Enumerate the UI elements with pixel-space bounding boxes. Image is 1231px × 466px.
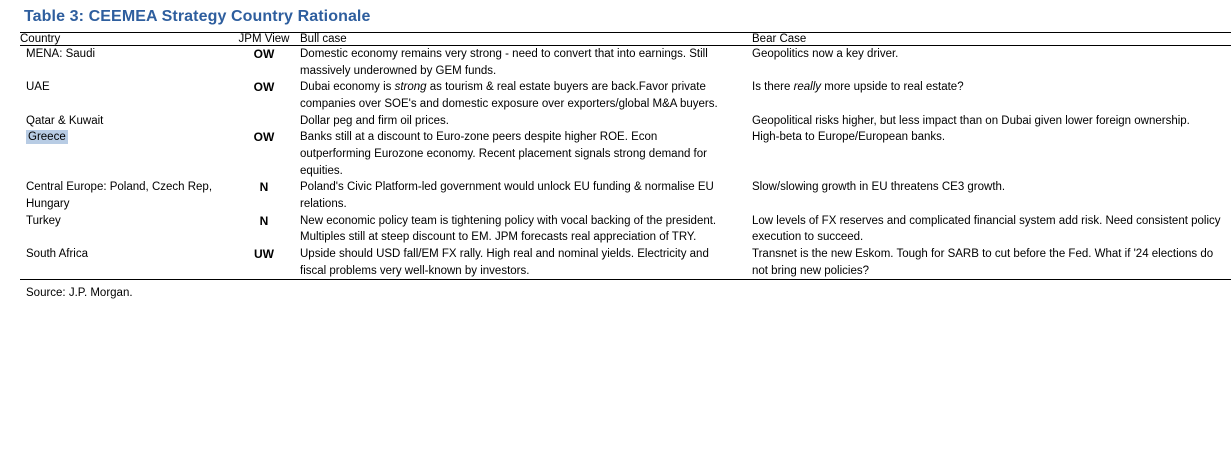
cell-bear-case: Geopolitical risks higher, but less impact than on Dubai given lower foreign ownership. bbox=[752, 114, 1190, 127]
cell-country bbox=[20, 129, 228, 179]
bear-text-pre: Is there bbox=[752, 81, 794, 94]
bear-text-emphasis: really bbox=[793, 81, 822, 94]
bear-text-post: more upside to real estate? bbox=[821, 81, 964, 94]
cell-country: Turkey bbox=[26, 214, 61, 227]
cell-country: MENA: Saudi bbox=[26, 48, 96, 60]
cell-bull-case: Upside should USD fall/EM FX rally. High real and nominal yields. Electricity and fiscal problems very well-known by investors. bbox=[300, 248, 709, 277]
cell-country: Central Europe: Poland, Czech Rep, Hungary bbox=[26, 181, 213, 211]
column-header-bear-case: Bear Case bbox=[752, 33, 1231, 46]
cell-jpm-view: UW bbox=[254, 247, 274, 262]
cell-bull-case: Domestic economy remains very strong - need to convert that into earnings. Still massively underowned by GEM funds. bbox=[300, 48, 708, 77]
bull-text-pre: Dubai economy is bbox=[300, 81, 395, 94]
cell-bear-case bbox=[752, 79, 1231, 112]
cell-bull-case: New economic policy team is tightening policy with vocal backing of the president. Multiples still at steep discount to EM. JPM forecasts real appreciation of TRY. bbox=[300, 214, 717, 244]
cell-jpm-view: N bbox=[259, 213, 269, 228]
table-row bbox=[20, 46, 1231, 80]
cell-bull-case bbox=[300, 79, 752, 112]
cell-jpm-view: N bbox=[259, 180, 269, 195]
cell-bear-case: Low levels of FX reserves and complicated financial system add risk. Need consistent policy execution to succeed. bbox=[752, 214, 1221, 244]
country-rationale-table bbox=[20, 32, 1231, 279]
cell-bear-case: Transnet is the new Eskom. Tough for SARB to cut before the Fed. What if '24 elections do not bring new policies? bbox=[752, 248, 1214, 277]
table-header-row bbox=[20, 33, 1231, 46]
page-title: Table 3: CEEMEA Strategy Country Rationale bbox=[24, 8, 371, 25]
cell-bear-case: Geopolitics now a key driver. bbox=[752, 48, 899, 60]
cell-bull-case: Banks still at a discount to Euro-zone peers despite higher ROE. Econ outperforming Eurozone economy. Recent placement signals strong demand for equities. bbox=[300, 131, 707, 177]
source-note: Source: J.P. Morgan. bbox=[26, 287, 133, 300]
cell-jpm-view: OW bbox=[253, 130, 275, 145]
cell-bear-case: Slow/slowing growth in EU threatens CE3 growth. bbox=[752, 181, 1006, 194]
column-header-country: Country bbox=[20, 33, 228, 46]
table-row bbox=[20, 179, 1231, 212]
cell-country: South Africa bbox=[26, 248, 89, 261]
table-row bbox=[20, 113, 1231, 130]
bull-text-post: as tourism & real estate buyers are back.Favor private companies over SOE's and domestic exposure over exporters/global M&A buyers. bbox=[300, 81, 718, 111]
cell-bull-case: Dollar peg and firm oil prices. bbox=[300, 114, 449, 127]
cell-country: Qatar & Kuwait bbox=[26, 114, 104, 127]
cell-bull-case: Poland's Civic Platform-led government would unlock EU funding & normalise EU relations. bbox=[300, 181, 714, 211]
table-row bbox=[20, 246, 1231, 279]
bull-text-emphasis: strong bbox=[394, 81, 427, 94]
cell-jpm-view bbox=[228, 113, 300, 130]
highlighted-country-label: Greece bbox=[28, 131, 66, 144]
cell-jpm-view: OW bbox=[253, 47, 275, 61]
column-header-bull-case: Bull case bbox=[300, 33, 752, 46]
table-row bbox=[20, 213, 1231, 246]
column-header-jpm-view: JPM View bbox=[228, 33, 300, 46]
table-row bbox=[20, 79, 1231, 112]
cell-bear-case: High-beta to Europe/European banks. bbox=[752, 131, 946, 144]
table-row bbox=[20, 129, 1231, 179]
cell-country: UAE bbox=[26, 81, 50, 94]
cell-jpm-view: OW bbox=[253, 80, 275, 95]
